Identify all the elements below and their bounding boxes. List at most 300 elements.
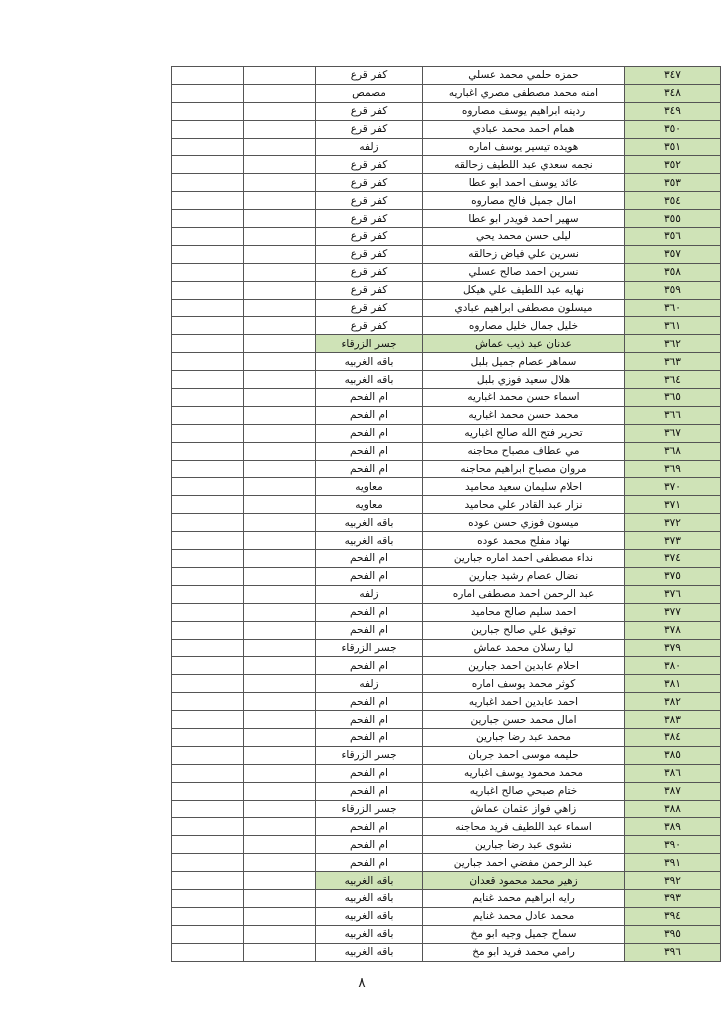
empty-cell bbox=[172, 102, 244, 120]
empty-cell bbox=[244, 872, 316, 890]
town-cell: باقه الغربيه bbox=[316, 872, 423, 890]
empty-cell bbox=[172, 156, 244, 174]
town-cell: ام الفحم bbox=[316, 567, 423, 585]
name-cell: احلام سليمان سعيد محاميد bbox=[423, 478, 625, 496]
row-number-cell: ٣٦٣ bbox=[625, 353, 721, 371]
empty-cell bbox=[172, 657, 244, 675]
row-number-cell: ٣٨٢ bbox=[625, 693, 721, 711]
empty-cell bbox=[172, 67, 244, 85]
row-number-cell: ٣٧٩ bbox=[625, 639, 721, 657]
empty-cell bbox=[244, 514, 316, 532]
table-row bbox=[172, 818, 721, 836]
row-number-cell: ٣٨٨ bbox=[625, 800, 721, 818]
table-row bbox=[172, 782, 721, 800]
row-number-cell: ٣٤٧ bbox=[625, 67, 721, 85]
table-row bbox=[172, 406, 721, 424]
row-number-cell: ٣٥٩ bbox=[625, 281, 721, 299]
empty-cell bbox=[172, 585, 244, 603]
table-row bbox=[172, 496, 721, 514]
empty-cell bbox=[244, 800, 316, 818]
row-number-cell: ٣٨٣ bbox=[625, 711, 721, 729]
name-cell: امال محمد حسن جبارين bbox=[423, 711, 625, 729]
row-number-cell: ٣٩٥ bbox=[625, 925, 721, 943]
table-row bbox=[172, 67, 721, 85]
empty-cell bbox=[244, 335, 316, 353]
empty-cell bbox=[244, 389, 316, 407]
town-cell: جسر الزرقاء bbox=[316, 639, 423, 657]
empty-cell bbox=[172, 782, 244, 800]
name-cell: ختام صبحي صالح اغباريه bbox=[423, 782, 625, 800]
table-row bbox=[172, 889, 721, 907]
row-number-cell: ٣٨٤ bbox=[625, 728, 721, 746]
empty-cell bbox=[172, 406, 244, 424]
row-number-cell: ٣٥١ bbox=[625, 138, 721, 156]
town-cell: زلفه bbox=[316, 675, 423, 693]
name-cell: مروان مصباح ابراهيم محاجنه bbox=[423, 460, 625, 478]
town-cell: كفر قرع bbox=[316, 263, 423, 281]
name-cell: عدنان عبد ذيب عماش bbox=[423, 335, 625, 353]
town-cell: جسر الزرقاء bbox=[316, 800, 423, 818]
row-number-cell: ٣٩٤ bbox=[625, 907, 721, 925]
town-cell: كفر قرع bbox=[316, 156, 423, 174]
empty-cell bbox=[244, 317, 316, 335]
empty-cell bbox=[172, 711, 244, 729]
name-cell: سهير احمد فويدر ابو عطا bbox=[423, 210, 625, 228]
town-cell: مصمص bbox=[316, 84, 423, 102]
town-cell: ام الفحم bbox=[316, 728, 423, 746]
name-cell: عائد يوسف احمد ابو عطا bbox=[423, 174, 625, 192]
town-cell: معاويه bbox=[316, 496, 423, 514]
town-cell: باقه الغربيه bbox=[316, 353, 423, 371]
empty-cell bbox=[244, 657, 316, 675]
name-cell: تحرير فتح الله صالح اغباريه bbox=[423, 424, 625, 442]
table-row bbox=[172, 621, 721, 639]
table-row bbox=[172, 567, 721, 585]
town-cell: كفر قرع bbox=[316, 210, 423, 228]
empty-cell bbox=[244, 192, 316, 210]
row-number-cell: ٣٦١ bbox=[625, 317, 721, 335]
name-cell: اسماء حسن محمد اغباريه bbox=[423, 389, 625, 407]
town-cell: كفر قرع bbox=[316, 120, 423, 138]
empty-cell bbox=[172, 818, 244, 836]
town-cell: ام الفحم bbox=[316, 460, 423, 478]
row-number-cell: ٣٦٢ bbox=[625, 335, 721, 353]
town-cell: ام الفحم bbox=[316, 657, 423, 675]
empty-cell bbox=[244, 567, 316, 585]
table-row bbox=[172, 371, 721, 389]
row-number-cell: ٣٦٤ bbox=[625, 371, 721, 389]
table-row bbox=[172, 210, 721, 228]
town-cell: ام الفحم bbox=[316, 782, 423, 800]
name-cell: محمد عادل محمد غنايم bbox=[423, 907, 625, 925]
name-cell: ليا رسلان محمد عماش bbox=[423, 639, 625, 657]
empty-cell bbox=[244, 639, 316, 657]
town-cell: كفر قرع bbox=[316, 192, 423, 210]
town-cell: ام الفحم bbox=[316, 764, 423, 782]
empty-cell bbox=[244, 675, 316, 693]
town-cell: باقه الغربيه bbox=[316, 514, 423, 532]
empty-cell bbox=[172, 567, 244, 585]
town-cell: جسر الزرقاء bbox=[316, 335, 423, 353]
table-row bbox=[172, 925, 721, 943]
row-number-cell: ٣٧٢ bbox=[625, 514, 721, 532]
name-cell: عبد الرحمن احمد مصطفى اماره bbox=[423, 585, 625, 603]
empty-cell bbox=[244, 138, 316, 156]
table-row bbox=[172, 317, 721, 335]
town-cell: ام الفحم bbox=[316, 424, 423, 442]
empty-cell bbox=[244, 943, 316, 961]
empty-cell bbox=[244, 406, 316, 424]
table-row bbox=[172, 657, 721, 675]
empty-cell bbox=[244, 764, 316, 782]
empty-cell bbox=[244, 353, 316, 371]
name-cell: ميسلون مصطفى ابراهيم عبادي bbox=[423, 299, 625, 317]
empty-cell bbox=[172, 550, 244, 568]
empty-cell bbox=[172, 335, 244, 353]
table-row bbox=[172, 514, 721, 532]
empty-cell bbox=[172, 872, 244, 890]
name-cell: سماح جميل وجيه ابو مخ bbox=[423, 925, 625, 943]
name-cell: نهايه عبد اللطيف علي هيكل bbox=[423, 281, 625, 299]
name-cell: امال جميل فالح مصاروه bbox=[423, 192, 625, 210]
name-cell: ليلى حسن محمد يحي bbox=[423, 228, 625, 246]
town-cell: ام الفحم bbox=[316, 711, 423, 729]
empty-cell bbox=[172, 371, 244, 389]
empty-cell bbox=[244, 585, 316, 603]
empty-cell bbox=[172, 889, 244, 907]
row-number-cell: ٣٩١ bbox=[625, 854, 721, 872]
name-cell: نسرين علي فياض زحالقه bbox=[423, 245, 625, 263]
name-cell: زهير محمد محمود قعدان bbox=[423, 872, 625, 890]
name-cell: ردينه ابراهيم يوسف مصاروه bbox=[423, 102, 625, 120]
row-number-cell: ٣٨٧ bbox=[625, 782, 721, 800]
town-cell: ام الفحم bbox=[316, 818, 423, 836]
row-number-cell: ٣٧٨ bbox=[625, 621, 721, 639]
town-cell: باقه الغربيه bbox=[316, 925, 423, 943]
town-cell: ام الفحم bbox=[316, 854, 423, 872]
row-number-cell: ٣٥٠ bbox=[625, 120, 721, 138]
name-cell: زاهي فواز عثمان عماش bbox=[423, 800, 625, 818]
empty-cell bbox=[244, 174, 316, 192]
town-cell: باقه الغربيه bbox=[316, 943, 423, 961]
empty-cell bbox=[172, 514, 244, 532]
town-cell: ام الفحم bbox=[316, 836, 423, 854]
roster-table-body bbox=[172, 67, 721, 962]
row-number-cell: ٣٥٦ bbox=[625, 228, 721, 246]
empty-cell bbox=[172, 478, 244, 496]
name-cell: محمد عبد رضا جبارين bbox=[423, 728, 625, 746]
table-row bbox=[172, 728, 721, 746]
empty-cell bbox=[172, 621, 244, 639]
town-cell: ام الفحم bbox=[316, 442, 423, 460]
town-cell: كفر قرع bbox=[316, 245, 423, 263]
town-cell: كفر قرع bbox=[316, 281, 423, 299]
name-cell: مي عطاف مصباح محاجنه bbox=[423, 442, 625, 460]
empty-cell bbox=[172, 764, 244, 782]
empty-cell bbox=[172, 424, 244, 442]
town-cell: باقه الغربيه bbox=[316, 907, 423, 925]
town-cell: ام الفحم bbox=[316, 406, 423, 424]
empty-cell bbox=[244, 371, 316, 389]
row-number-cell: ٣٤٨ bbox=[625, 84, 721, 102]
empty-cell bbox=[172, 532, 244, 550]
table-row bbox=[172, 478, 721, 496]
empty-cell bbox=[244, 818, 316, 836]
empty-cell bbox=[244, 245, 316, 263]
empty-cell bbox=[244, 782, 316, 800]
table-row bbox=[172, 299, 721, 317]
empty-cell bbox=[244, 854, 316, 872]
town-cell: معاويه bbox=[316, 478, 423, 496]
row-number-cell: ٣٦٩ bbox=[625, 460, 721, 478]
empty-cell bbox=[244, 746, 316, 764]
empty-cell bbox=[244, 532, 316, 550]
table-row bbox=[172, 174, 721, 192]
name-cell: محمد محمود يوسف اغباريه bbox=[423, 764, 625, 782]
empty-cell bbox=[244, 281, 316, 299]
empty-cell bbox=[172, 603, 244, 621]
town-cell: كفر قرع bbox=[316, 174, 423, 192]
name-cell: نهاد مفلح محمد عوده bbox=[423, 532, 625, 550]
town-cell: ام الفحم bbox=[316, 693, 423, 711]
name-cell: ميسون فوزي حسن عوده bbox=[423, 514, 625, 532]
empty-cell bbox=[172, 263, 244, 281]
table-row bbox=[172, 711, 721, 729]
empty-cell bbox=[244, 603, 316, 621]
empty-cell bbox=[244, 84, 316, 102]
name-cell: توفيق علي صالح جبارين bbox=[423, 621, 625, 639]
table-row bbox=[172, 84, 721, 102]
row-number-cell: ٣٧٣ bbox=[625, 532, 721, 550]
table-row bbox=[172, 353, 721, 371]
row-number-cell: ٣٥٧ bbox=[625, 245, 721, 263]
empty-cell bbox=[244, 693, 316, 711]
table-row bbox=[172, 532, 721, 550]
row-number-cell: ٣٧٥ bbox=[625, 567, 721, 585]
table-row bbox=[172, 102, 721, 120]
table-row bbox=[172, 603, 721, 621]
table-row bbox=[172, 836, 721, 854]
row-number-cell: ٣٨٥ bbox=[625, 746, 721, 764]
row-number-cell: ٣٨٦ bbox=[625, 764, 721, 782]
empty-cell bbox=[244, 496, 316, 514]
table-row bbox=[172, 245, 721, 263]
table-row bbox=[172, 120, 721, 138]
name-cell: نجمه سعدي عبد اللطيف زحالقه bbox=[423, 156, 625, 174]
row-number-cell: ٣٨٠ bbox=[625, 657, 721, 675]
empty-cell bbox=[172, 496, 244, 514]
name-cell: رامي محمد فريد ابو مخ bbox=[423, 943, 625, 961]
table-row bbox=[172, 764, 721, 782]
empty-cell bbox=[172, 746, 244, 764]
table-row bbox=[172, 156, 721, 174]
town-cell: زلفه bbox=[316, 585, 423, 603]
table-row bbox=[172, 746, 721, 764]
empty-cell bbox=[172, 138, 244, 156]
table-row bbox=[172, 138, 721, 156]
empty-cell bbox=[172, 907, 244, 925]
empty-cell bbox=[172, 299, 244, 317]
row-number-cell: ٣٦٧ bbox=[625, 424, 721, 442]
name-cell: امنه محمد مصطفى مصري اغباريه bbox=[423, 84, 625, 102]
town-cell: باقه الغربيه bbox=[316, 532, 423, 550]
table-row bbox=[172, 872, 721, 890]
row-number-cell: ٣٥٥ bbox=[625, 210, 721, 228]
empty-cell bbox=[172, 281, 244, 299]
empty-cell bbox=[244, 836, 316, 854]
table-row bbox=[172, 460, 721, 478]
roster-table bbox=[171, 66, 721, 962]
table-row bbox=[172, 550, 721, 568]
town-cell: كفر قرع bbox=[316, 299, 423, 317]
town-cell: زلفه bbox=[316, 138, 423, 156]
empty-cell bbox=[244, 925, 316, 943]
name-cell: محمد حسن محمد اغباريه bbox=[423, 406, 625, 424]
name-cell: نشوى عبد رضا جبارين bbox=[423, 836, 625, 854]
name-cell: حليمه موسى احمد جربان bbox=[423, 746, 625, 764]
page-number: ٨ bbox=[358, 975, 366, 991]
empty-cell bbox=[244, 728, 316, 746]
empty-cell bbox=[172, 228, 244, 246]
town-cell: باقه الغربيه bbox=[316, 889, 423, 907]
empty-cell bbox=[244, 120, 316, 138]
town-cell: كفر قرع bbox=[316, 228, 423, 246]
name-cell: سماهر عصام جميل بلبل bbox=[423, 353, 625, 371]
empty-cell bbox=[244, 907, 316, 925]
empty-cell bbox=[172, 84, 244, 102]
empty-cell bbox=[244, 424, 316, 442]
empty-cell bbox=[172, 120, 244, 138]
row-number-cell: ٣٩٣ bbox=[625, 889, 721, 907]
table-row bbox=[172, 442, 721, 460]
name-cell: احمد سليم صالح محاميد bbox=[423, 603, 625, 621]
empty-cell bbox=[172, 460, 244, 478]
empty-cell bbox=[172, 925, 244, 943]
town-cell: كفر قرع bbox=[316, 317, 423, 335]
empty-cell bbox=[244, 550, 316, 568]
empty-cell bbox=[172, 353, 244, 371]
empty-cell bbox=[244, 711, 316, 729]
row-number-cell: ٣٦٨ bbox=[625, 442, 721, 460]
row-number-cell: ٣٧٧ bbox=[625, 603, 721, 621]
row-number-cell: ٣٦٠ bbox=[625, 299, 721, 317]
name-cell: نضال عصام رشيد جبارين bbox=[423, 567, 625, 585]
empty-cell bbox=[172, 317, 244, 335]
empty-cell bbox=[244, 460, 316, 478]
name-cell: نداء مصطفى احمد اماره جبارين bbox=[423, 550, 625, 568]
table-row bbox=[172, 192, 721, 210]
town-cell: باقه الغربيه bbox=[316, 371, 423, 389]
town-cell: ام الفحم bbox=[316, 389, 423, 407]
row-number-cell: ٣٥٤ bbox=[625, 192, 721, 210]
name-cell: كوثر محمد يوسف اماره bbox=[423, 675, 625, 693]
name-cell: خليل جمال خليل مصاروه bbox=[423, 317, 625, 335]
empty-cell bbox=[172, 693, 244, 711]
empty-cell bbox=[244, 228, 316, 246]
table-row bbox=[172, 263, 721, 281]
row-number-cell: ٣٤٩ bbox=[625, 102, 721, 120]
town-cell: ام الفحم bbox=[316, 603, 423, 621]
empty-cell bbox=[244, 478, 316, 496]
empty-cell bbox=[172, 174, 244, 192]
row-number-cell: ٣٩٦ bbox=[625, 943, 721, 961]
empty-cell bbox=[172, 442, 244, 460]
table-row bbox=[172, 854, 721, 872]
empty-cell bbox=[172, 800, 244, 818]
name-cell: نسرين احمد صالح عسلي bbox=[423, 263, 625, 281]
table-row bbox=[172, 228, 721, 246]
row-number-cell: ٣٧١ bbox=[625, 496, 721, 514]
empty-cell bbox=[172, 210, 244, 228]
row-number-cell: ٣٥٣ bbox=[625, 174, 721, 192]
table-row bbox=[172, 639, 721, 657]
table-row bbox=[172, 675, 721, 693]
empty-cell bbox=[172, 943, 244, 961]
town-cell: كفر قرع bbox=[316, 67, 423, 85]
table-row bbox=[172, 585, 721, 603]
name-cell: احمد عابدين احمد اغباريه bbox=[423, 693, 625, 711]
empty-cell bbox=[244, 621, 316, 639]
empty-cell bbox=[172, 192, 244, 210]
row-number-cell: ٣٨٩ bbox=[625, 818, 721, 836]
empty-cell bbox=[172, 728, 244, 746]
row-number-cell: ٣٨١ bbox=[625, 675, 721, 693]
empty-cell bbox=[172, 836, 244, 854]
table-row bbox=[172, 800, 721, 818]
empty-cell bbox=[244, 67, 316, 85]
row-number-cell: ٣٧٦ bbox=[625, 585, 721, 603]
empty-cell bbox=[172, 245, 244, 263]
table-row bbox=[172, 943, 721, 961]
town-cell: ام الفحم bbox=[316, 550, 423, 568]
name-cell: هلال سعيد فوزي بلبل bbox=[423, 371, 625, 389]
table-row bbox=[172, 389, 721, 407]
empty-cell bbox=[244, 889, 316, 907]
name-cell: نزار عبد القادر علي محاميد bbox=[423, 496, 625, 514]
table-row bbox=[172, 335, 721, 353]
name-cell: هويده تيسير يوسف اماره bbox=[423, 138, 625, 156]
empty-cell bbox=[172, 639, 244, 657]
name-cell: عبد الرحمن مفضي احمد جبارين bbox=[423, 854, 625, 872]
name-cell: حمزه حلمي محمد عسلي bbox=[423, 67, 625, 85]
name-cell: احلام عابدين احمد جبارين bbox=[423, 657, 625, 675]
town-cell: جسر الزرقاء bbox=[316, 746, 423, 764]
name-cell: اسماء عبد اللطيف فريد محاجنه bbox=[423, 818, 625, 836]
row-number-cell: ٣٦٦ bbox=[625, 406, 721, 424]
table-row bbox=[172, 693, 721, 711]
town-cell: ام الفحم bbox=[316, 621, 423, 639]
table-row bbox=[172, 424, 721, 442]
empty-cell bbox=[172, 389, 244, 407]
town-cell: كفر قرع bbox=[316, 102, 423, 120]
row-number-cell: ٣٩٢ bbox=[625, 872, 721, 890]
row-number-cell: ٣٥٢ bbox=[625, 156, 721, 174]
name-cell: همام احمد محمد عبادي bbox=[423, 120, 625, 138]
empty-cell bbox=[244, 210, 316, 228]
empty-cell bbox=[244, 299, 316, 317]
table-row bbox=[172, 281, 721, 299]
row-number-cell: ٣٦٥ bbox=[625, 389, 721, 407]
name-cell: رايه ابراهيم محمد غنايم bbox=[423, 889, 625, 907]
empty-cell bbox=[244, 263, 316, 281]
row-number-cell: ٣٧٠ bbox=[625, 478, 721, 496]
row-number-cell: ٣٧٤ bbox=[625, 550, 721, 568]
row-number-cell: ٣٩٠ bbox=[625, 836, 721, 854]
empty-cell bbox=[244, 442, 316, 460]
row-number-cell: ٣٥٨ bbox=[625, 263, 721, 281]
empty-cell bbox=[172, 854, 244, 872]
table-row bbox=[172, 907, 721, 925]
